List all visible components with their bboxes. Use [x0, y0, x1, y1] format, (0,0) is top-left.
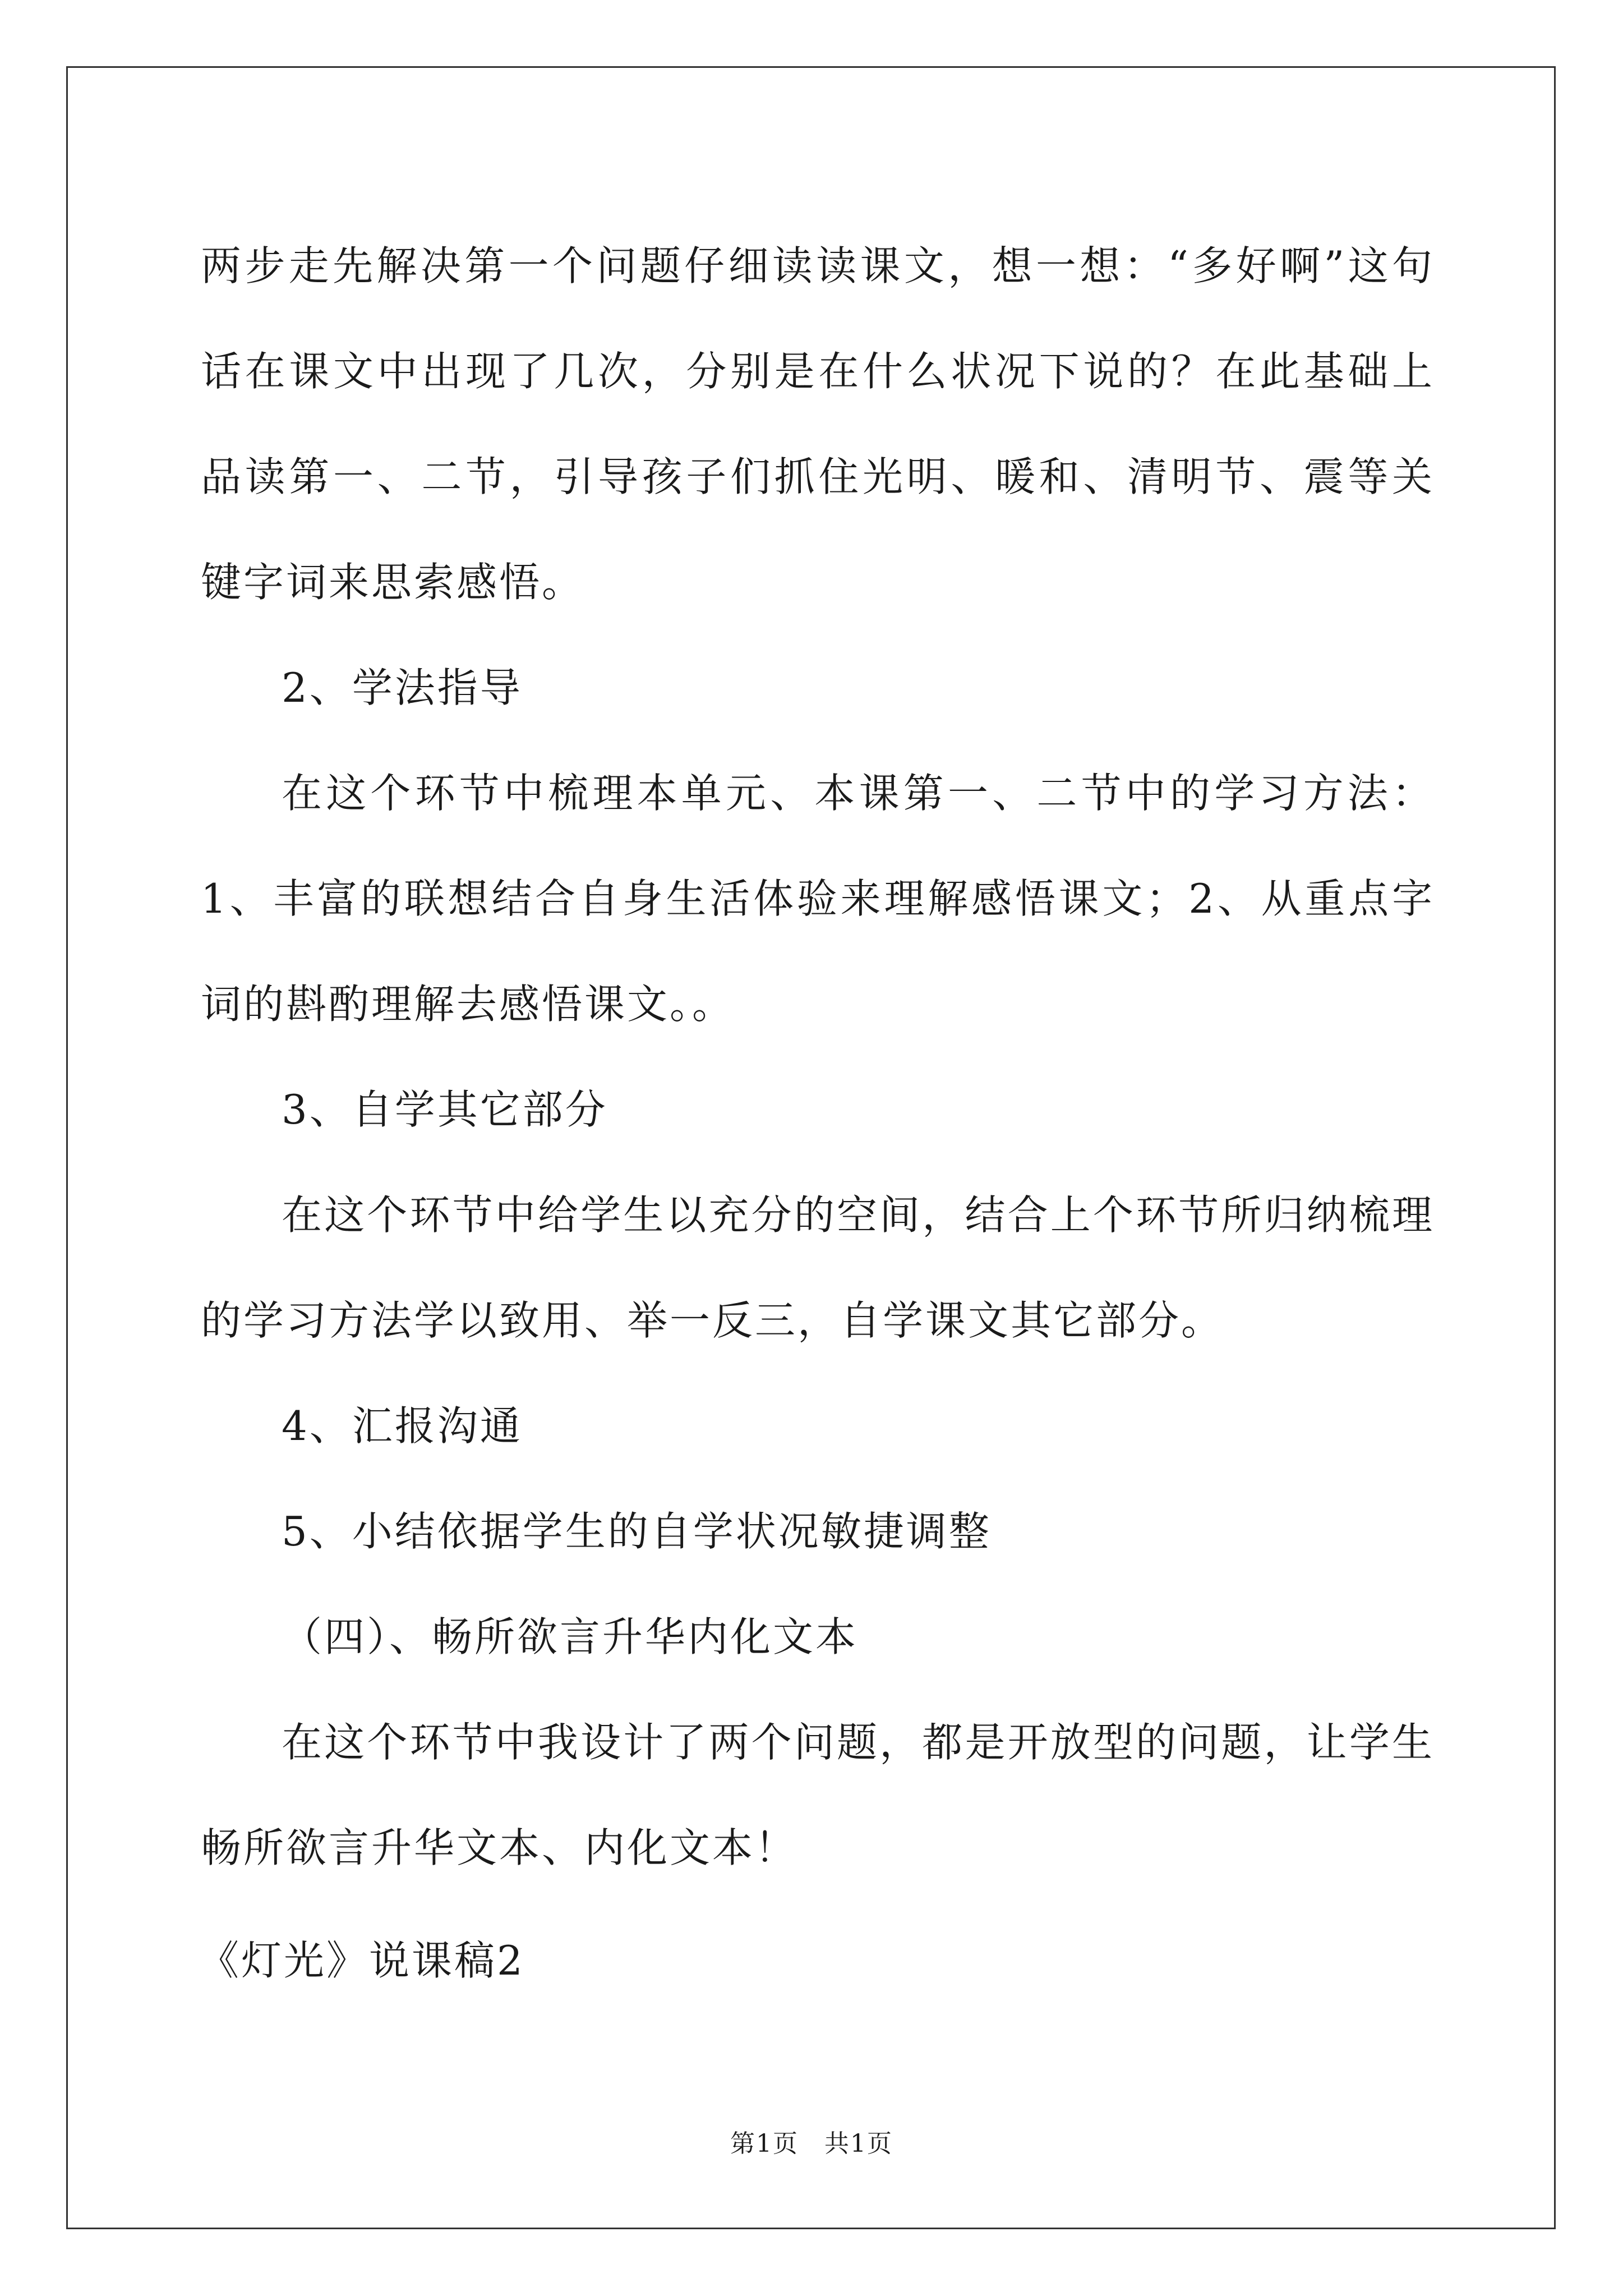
paragraph-self-study: 在这个环节中给学生以充分的空间，结合上个环节所归纳梳理的学习方法学以致用、举一反三，自学课文其它部分。 — [201, 1191, 1435, 1344]
heading-report: 4、汇报沟通 — [282, 1402, 523, 1450]
paragraph-1: 两步走先解决第一个问题仔细读读课文，想一想：“多好啊”这句话在课文中出现了几次，分别是在什么状况下说的？在此基础上品读第一、二节，引导孩子们抓住光明、暖和、清明节、震等关键字词来思索感悟。 — [201, 242, 1435, 606]
heading-summary: 5、小结依据学生的自学状况敏捷调整 — [282, 1508, 992, 1555]
page-footer: 第1页 共1页 — [730, 2129, 893, 2158]
document-body — [201, 213, 1435, 1901]
heading-part-four: （四）、畅所欲言升华内化文本 — [282, 1613, 859, 1660]
paragraph-part-four: 在这个环节中我设计了两个问题，都是开放型的问题，让学生畅所欲言升华文本、内化文本！ — [201, 1719, 1435, 1871]
heading-study-method: 2、学法指导 — [282, 664, 523, 711]
section-title: 《灯光》说课稿2 — [199, 1937, 525, 1984]
paragraph-study-method: 在这个环节中梳理本单元、本课第一、二节中的学习方法：1、丰富的联想结合自身生活体验来理解感悟课文；2、从重点字词的斟酌理解去感悟课文。。 — [201, 770, 1435, 1028]
heading-self-study: 3、自学其它部分 — [282, 1086, 608, 1133]
